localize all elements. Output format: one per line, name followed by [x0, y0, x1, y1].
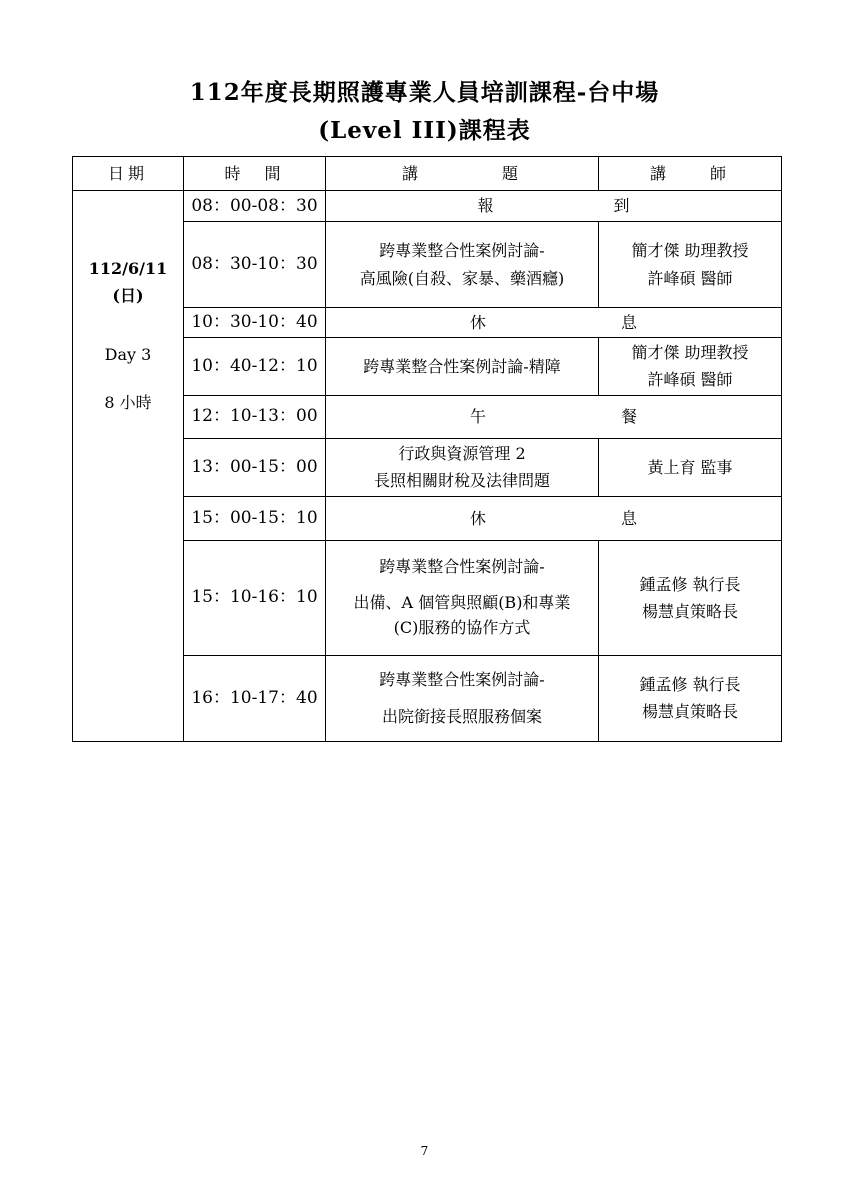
lecturer-line: 簡才傑 助理教授 [631, 343, 749, 363]
topic-char-b: 到 [613, 196, 630, 216]
session-date: 112/6/11 [88, 259, 168, 278]
session-weekday: (日) [112, 286, 144, 306]
session-day: Day 3 [104, 345, 152, 365]
header-lecturer: 講 師 [599, 157, 782, 191]
topic-line: (C)服務的協作方式 [393, 618, 531, 638]
topic-line: 跨專業整合性案例討論- [379, 670, 545, 690]
header-time: 時 間 [184, 157, 326, 191]
header-date: 日期 [73, 157, 184, 191]
lecturer-line: 黃上育 監事 [647, 457, 733, 477]
topic-char-a: 休 [469, 312, 486, 332]
lecturer-cell [599, 655, 782, 741]
lecturer-line: 楊慧貞策略長 [641, 702, 738, 722]
header-topic: 講 題 [326, 157, 599, 191]
lecturer-cell [599, 438, 782, 496]
lecturer-line: 鍾孟修 執行長 [639, 675, 741, 695]
topic-char-b: 息 [621, 508, 638, 528]
lecturer-cell [599, 337, 782, 395]
topic-char-a: 午 [469, 407, 486, 427]
schedule-table [72, 156, 782, 742]
time-cell: 08：00-08：30 [184, 191, 326, 222]
date-cell [73, 191, 184, 742]
topic-line: 行政與資源管理 2 [398, 444, 526, 464]
topic-cell [326, 496, 782, 540]
topic-cell [326, 337, 599, 395]
lecturer-line: 鍾孟修 執行長 [639, 574, 741, 594]
time-cell: 15：00-15：10 [184, 496, 326, 540]
topic-line: 跨專業整合性案例討論-精障 [363, 356, 561, 376]
time-cell: 10：40-12：10 [184, 337, 326, 395]
page-title-line1: 112年度長期照護專業人員培訓課程-台中場 [189, 79, 660, 106]
topic-cell [326, 438, 599, 496]
lecturer-cell [599, 540, 782, 655]
topic-cell [326, 655, 599, 741]
topic-line: 出備、A 個管與照顧(B)和專業 [353, 593, 571, 613]
topic-line: 跨專業整合性案例討論- [379, 556, 545, 576]
session-hours: 8 小時 [104, 392, 152, 412]
page-title-line2: (Level III)課程表 [318, 117, 531, 144]
topic-line: 高風險(自殺、家暴、藥酒癮) [359, 268, 565, 288]
topic-line: 跨專業整合性案例討論- [379, 241, 545, 261]
time-cell: 13：00-15：00 [184, 438, 326, 496]
topic-cell [326, 395, 782, 438]
topic-cell [326, 191, 782, 222]
page-number: 7 [420, 1144, 429, 1158]
lecturer-line: 簡才傑 助理教授 [631, 241, 749, 261]
header-row [73, 157, 782, 191]
topic-char-a: 報 [477, 196, 494, 216]
topic-char-a: 休 [469, 508, 486, 528]
lecturer-cell [599, 222, 782, 308]
topic-cell [326, 222, 599, 308]
topic-line: 長照相關財稅及法律問題 [373, 471, 550, 491]
time-cell: 10：30-10：40 [184, 308, 326, 338]
time-cell: 08：30-10：30 [184, 222, 326, 308]
lecturer-line: 許峰碩 醫師 [647, 268, 733, 288]
topic-char-b: 餐 [621, 407, 638, 427]
topic-line: 出院銜接長照服務個案 [381, 707, 542, 727]
time-cell: 15：10-16：10 [184, 540, 326, 655]
lecturer-line: 楊慧貞策略長 [641, 601, 738, 621]
topic-char-b: 息 [621, 312, 638, 332]
time-cell: 12：10-13：00 [184, 395, 326, 438]
time-cell: 16：10-17：40 [184, 655, 326, 741]
table-row [73, 191, 782, 222]
lecturer-line: 許峰碩 醫師 [647, 370, 733, 390]
topic-cell [326, 540, 599, 655]
topic-cell [326, 308, 782, 338]
